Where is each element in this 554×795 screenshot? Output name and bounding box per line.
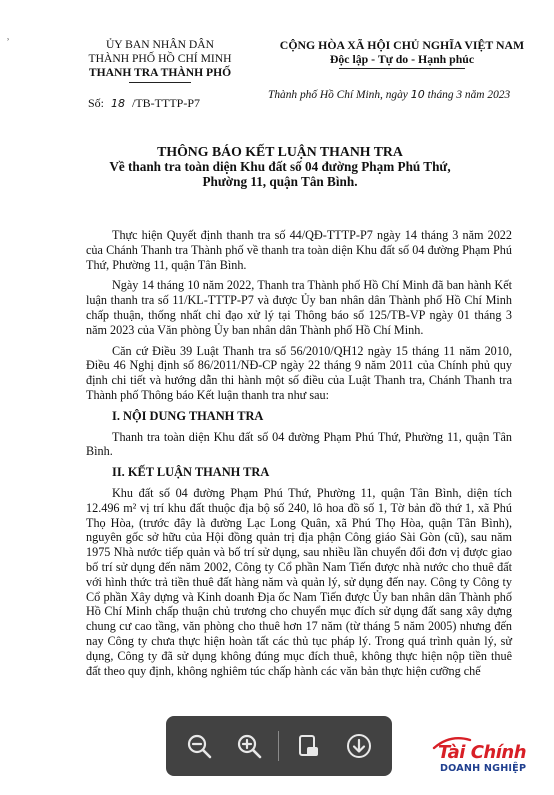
corner-mark: ˒ — [6, 30, 10, 44]
pages-button[interactable] — [289, 726, 329, 766]
national-motto — [256, 38, 548, 69]
doc-number-suffix: /TB-TTTP-P7 — [132, 96, 201, 110]
agency-line-3: THANH TRA THÀNH PHỐ — [88, 66, 232, 79]
date-day: 10 — [410, 88, 425, 101]
document-title — [60, 144, 500, 189]
paragraph-5: Khu đất số 04 đường Phạm Phú Thứ, Phường 11, quận Tân Bình, diện tích 12.496 m² vị trí khu đất thuộc địa bộ số 240, lô hoa đồ số 1, Tờ bản đồ thứ 1, xã Phú Thọ Hòa, (trước đây là đường Lạc Long Quân, xã Phú Thọ Hòa, quận Tân Bình), nguyên gốc sở hữu của Hội đồng quản trị địa phận Công giáo Sài Gòn (cũ), sau năm 1975 Nhà nước tiếp quản và bố trí sử dụng, sau nhiều lần chuyển đổi đơn vị được giao bố trí sử dụng đến năm 2002, Công ty Cổ phần Nam Tiến được nhà nước cho thuê đất với hình thức trả tiền thuê đất hàng năm và quản lý, sử dụng đến nay. Công ty Công ty Cổ phần Xây dựng và Kinh doanh Địa ốc Nam Tiến được Ủy ban nhân dân Thành phố Hồ Chí Minh chấp thuận chủ trương cho chuyển mục đích sử dụng đất sang xây dựng chung cư cao tầng, văn phòng cho thuê hơn 17 năm (từ tháng 5 năm 2005) nhưng đến nay Công ty chưa thực hiện hoàn tất các thủ tục pháp lý. Trong quá trình quản lý, sử dụng, Công ty đã sử dụng không đúng mục đích thuê, không thực hiện nộp tiền thuê đất theo quy định, không nghiêm túc chấp hành các văn bản thực hiện cưỡng chế — [86, 485, 512, 678]
title-line-1: THÔNG BÁO KẾT LUẬN THANH TRA — [157, 144, 403, 159]
logo-text-main: Tài Chính — [438, 742, 527, 763]
download-icon — [345, 732, 373, 760]
zoom-out-icon — [185, 732, 213, 760]
document-body — [86, 228, 512, 684]
doc-number-label: Số: — [88, 96, 105, 110]
document-date — [268, 88, 510, 101]
zoom-out-button[interactable] — [179, 726, 219, 766]
date-suffix: tháng 3 năm 2023 — [427, 89, 511, 101]
paragraph-4: Thanh tra toàn diện Khu đất số 04 đường Phạm Phú Thứ, Phường 11, quận Tân Bình. — [86, 429, 512, 459]
paragraph-3: Căn cứ Điều 39 Luật Thanh tra số 56/2010/QH12 ngày 15 tháng 11 năm 2010, Điều 46 Nghị định số 86/2011/NĐ-CP ngày 22 tháng 9 năm 2011 của Chính phủ quy định chi tiết và hướng dẫn thi hành một số điều của Luật Thanh tra, Chánh Thanh tra Thành phố Thông báo Kết luận thanh tra như sau: — [86, 343, 512, 402]
agency-line-1: ỦY BAN NHÂN DÂN — [105, 38, 215, 51]
date-prefix: Thành phố Hồ Chí Minh, ngày — [268, 89, 408, 101]
toolbar-divider — [278, 731, 279, 761]
motto-line-1: CỘNG HÒA XÃ HỘI CHỦ NGHĨA VIỆT NAM — [279, 38, 525, 52]
pages-icon — [295, 732, 323, 760]
zoom-in-icon — [235, 732, 263, 760]
motto-underline — [339, 68, 465, 69]
issuing-agency — [62, 38, 258, 83]
publisher-logo — [432, 742, 548, 792]
section-heading-1: I. NỘI DUNG THANH TRA — [112, 408, 264, 423]
paragraph-1: Thực hiện Quyết định thanh tra số 44/QĐ-TTTP-P7 ngày 14 tháng 3 năm 2022 của Chánh Thanh tra Thành phố về thanh tra toàn diện Khu đất số 04 đường Phạm Phú Thứ, Phường 11, quận Tân Bình. — [86, 228, 512, 272]
zoom-in-button[interactable] — [229, 726, 269, 766]
section-heading-2: II. KẾT LUẬN THANH TRA — [112, 465, 270, 480]
paragraph-2: Ngày 14 tháng 10 năm 2022, Thanh tra Thành phố Hồ Chí Minh đã ban hành Kết luận thanh tra số 11/KL-TTTP-P7 và được Ủy ban nhân dân Thành phố Hồ Chí Minh chấp thuận, thống nhất chỉ đạo xử lý tại Thông báo số 125/TB-VP ngày 01 tháng 3 năm 2023 của Văn phòng Ủy ban nhân dân Thành phố Hồ Chí Minh. — [86, 278, 512, 337]
agency-underline — [129, 82, 191, 83]
motto-line-2: Độc lập - Tự do - Hạnh phúc — [329, 52, 475, 66]
logo-text-sub: DOANH NGHIỆP — [440, 763, 527, 774]
download-button[interactable] — [339, 726, 379, 766]
agency-line-2: THÀNH PHỐ HỒ CHÍ MINH — [88, 52, 232, 65]
title-line-2: Về thanh tra toàn diện Khu đất số 04 đường Phạm Phú Thứ, — [109, 159, 451, 174]
doc-number-value: 18 — [111, 97, 126, 110]
title-line-3: Phường 11, quận Tân Bình. — [202, 174, 358, 189]
document-number — [88, 96, 200, 111]
viewer-toolbar — [166, 716, 392, 776]
